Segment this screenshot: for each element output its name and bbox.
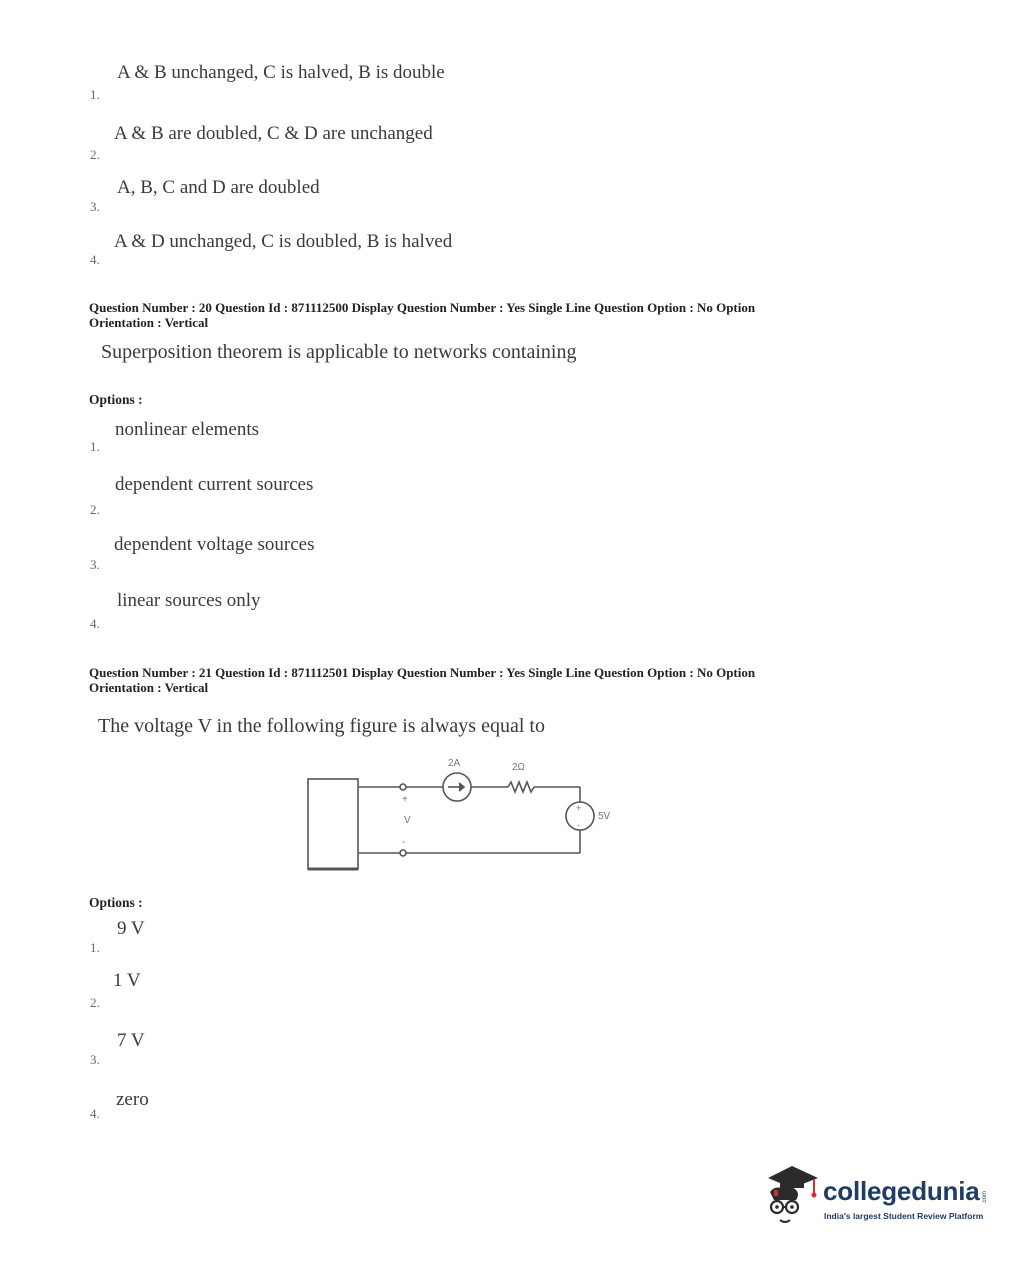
resistor-symbol [508,782,534,792]
q21-meta [89,665,869,695]
voltage-source-label: 5V [598,811,611,822]
prev-option-4-text: A & D unchanged, C is doubled, B is halved [114,231,453,252]
q20-meta [89,300,869,330]
q21-option-4-text: zero [116,1089,149,1110]
q20-options-label: Options : [89,392,143,407]
prev-option-1-number: 1. [90,87,100,102]
terminal-bottom [400,850,406,856]
q20-option-3-text: dependent voltage sources [114,534,315,555]
q20-option-1-text: nonlinear elements [115,419,260,440]
q21-question-text: The voltage V in the following figure is always equal to [98,715,545,737]
q20-option-4-number: 4. [90,616,100,631]
q20-meta-line1: Question Number : 20 Question Id : 871112500 Display Question Number : Yes Single Line Question Option : No Option [89,300,756,315]
q21-option-1-number: 1. [90,940,100,955]
collegedunia-logo[interactable] [760,1160,1000,1230]
v-label: V [404,815,411,826]
q21-option-2-text: 1 V [113,970,141,991]
q21-option-3-number: 3. [90,1052,100,1067]
prev-option-1-text: A & B unchanged, C is halved, B is double [117,62,445,83]
logo-mascot-icon [760,1160,822,1230]
q21-option-3-text: 7 V [117,1030,145,1051]
prev-option-2-number: 2. [90,147,100,162]
source-minus: - [577,820,580,830]
prev-option-2-text: A & B are doubled, C & D are unchanged [114,123,433,144]
source-plus: + [576,803,582,813]
q20-option-4-text: linear sources only [117,590,261,611]
prev-option-3-text: A, B, C and D are doubled [117,177,320,198]
circuit-figure [300,752,630,877]
q21-options-label: Options : [89,895,143,910]
q20-meta-line2: Orientation : Vertical [89,315,209,330]
polarity-plus: + [402,794,408,805]
terminal-top [400,784,406,790]
logo-wordmark: collegedunia [823,1176,980,1206]
q20-question-text: Superposition theorem is applicable to networks containing [101,341,577,363]
q21-option-4-number: 4. [90,1106,100,1121]
q20-option-3-number: 3. [90,557,100,572]
network-box [308,779,358,869]
logo-suffix: .com [982,1190,988,1204]
q21-option-1-text: 9 V [117,918,145,939]
q21-meta-line2: Orientation : Vertical [89,680,209,695]
q20-option-2-number: 2. [90,502,100,517]
logo-tagline: India's largest Student Review Platform [824,1211,984,1221]
prev-option-4-number: 4. [90,252,100,267]
polarity-minus: - [402,837,406,848]
q21-meta-line1: Question Number : 21 Question Id : 871112501 Display Question Number : Yes Single Line Question Option : No Option [89,665,756,680]
q20-option-1-number: 1. [90,439,100,454]
q20-option-2-text: dependent current sources [115,474,314,495]
resistor-label: 2Ω [512,762,526,773]
current-source-label: 2A [448,758,461,769]
prev-option-3-number: 3. [90,199,100,214]
q21-option-2-number: 2. [90,995,100,1010]
